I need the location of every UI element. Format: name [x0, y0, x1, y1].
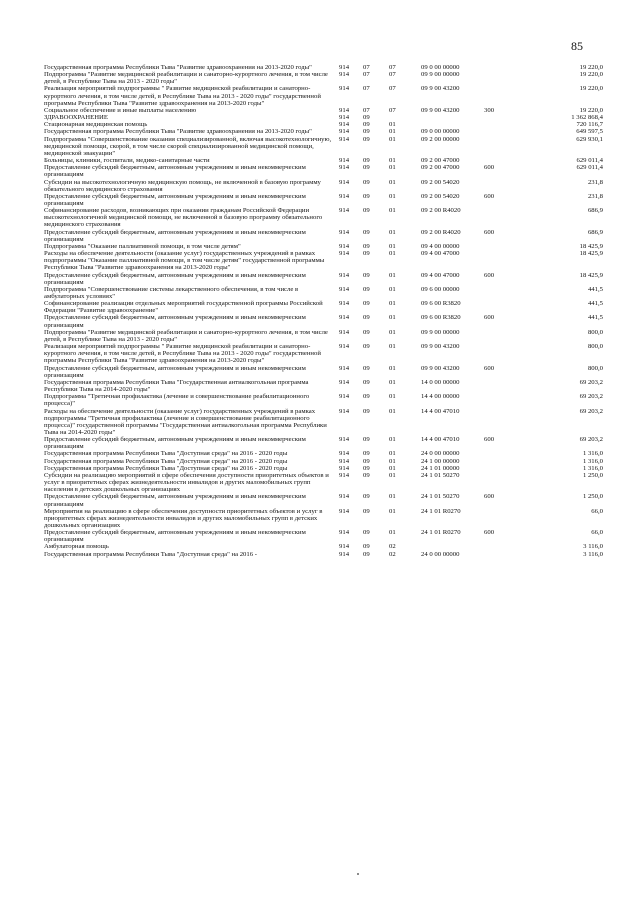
- ministry-code: 914: [339, 135, 350, 143]
- row-name: Больницы, клиники, госпитали, медико-санитарные части: [44, 157, 210, 165]
- section-code: 09: [363, 271, 370, 279]
- subsection-code: 01: [389, 471, 396, 479]
- ministry-code: 914: [339, 85, 350, 93]
- ministry-code: 914: [339, 471, 350, 479]
- expense-type-code: [484, 64, 526, 71]
- ministry-code: 914: [339, 450, 350, 458]
- subsection-code: 01: [389, 507, 396, 515]
- table-row: [44, 365, 603, 379]
- target-article-code: 09 2 00 00000: [421, 135, 460, 143]
- scan-speck: [357, 873, 359, 875]
- amount: 66,0: [591, 529, 603, 537]
- expense-type-code: [484, 300, 526, 314]
- amount: 629 011,4: [576, 164, 603, 172]
- target-article-code: 09 6 00 00000: [421, 285, 460, 293]
- amount: 1 316,0: [582, 450, 603, 458]
- section-code: 07: [363, 85, 370, 93]
- section-code: 09: [363, 242, 370, 250]
- target-article-code: 09 9 00 43200: [421, 343, 460, 351]
- row-name: Государственная программа Республики Тыва "Доступная среда" на 2016 - 2020 годы: [44, 450, 288, 458]
- amount: 69 203,2: [579, 436, 603, 444]
- row-name: Субсидии на высокотехнологичную медицинскую помощь, не включенной в базовую программу обязательного медицинского страхования: [44, 178, 321, 193]
- amount: 19 220,0: [579, 64, 603, 71]
- subsection-code: 01: [389, 121, 396, 129]
- target-article-code: 09 2 00 R4020: [421, 228, 461, 236]
- amount: 629 930,1: [576, 135, 603, 143]
- amount: 1 316,0: [582, 457, 603, 465]
- expense-type-code: 600: [484, 228, 495, 236]
- table-row: [44, 436, 603, 450]
- table-row: [44, 408, 603, 437]
- subsection-code: 07: [389, 85, 396, 93]
- section-code: 07: [363, 64, 370, 71]
- ministry-code: 914: [339, 343, 350, 351]
- target-article-code: 24 0 00 00000: [421, 550, 460, 558]
- row-name: Реализация мероприятий подпрограммы " Развитие медицинской реабилитации и санаторно-курортного лечения, в том числе детей, в Республике Тыва на 2013 - 2020 годы" государственной программы Республики Тыва "Развитие здравоохранения на 2013-2020 годы": [44, 85, 321, 107]
- amount: 800,0: [587, 328, 603, 336]
- subsection-code: [389, 114, 421, 121]
- subsection-code: 01: [389, 328, 396, 336]
- row-name: Государственная программа Республики Тыва "Государственная антиалкогольная программа Республики Тыва на 2014-2020 годы": [44, 378, 309, 394]
- expense-type-code: [484, 379, 526, 393]
- amount: 800,0: [587, 364, 603, 372]
- section-code: 09: [363, 457, 370, 465]
- table-row: [44, 379, 603, 393]
- row-name: Социальное обеспечение и иные выплаты населению: [44, 106, 197, 114]
- amount: 3 116,0: [583, 550, 603, 558]
- ministry-code: 914: [339, 207, 350, 215]
- expense-type-code: [484, 207, 526, 228]
- section-code: 09: [363, 364, 370, 372]
- table-row: [44, 465, 603, 472]
- subsection-code: 01: [389, 493, 396, 501]
- subsection-code: 01: [389, 271, 396, 279]
- row-name: Софинансирование реализации отдельных мероприятий государственной программы Российской Федерации "Развитие здравоохранение": [44, 300, 323, 315]
- target-article-code: 09 0 00 00000: [421, 128, 460, 136]
- section-code: 09: [363, 164, 370, 172]
- section-code: 09: [363, 507, 370, 515]
- amount: 441,5: [587, 300, 603, 308]
- table-row: [44, 71, 603, 85]
- section-code: 09: [363, 121, 370, 129]
- target-article-code: 09 9 00 43200: [421, 85, 460, 93]
- table-row: [44, 543, 603, 550]
- page-number: 85: [571, 39, 583, 53]
- table-row: [44, 207, 603, 228]
- subsection-code: 01: [389, 135, 396, 143]
- amount: 19 220,0: [579, 85, 603, 93]
- row-name: ЗДРАВООХРАНЕНИЕ: [44, 114, 108, 122]
- budget-table: [44, 64, 603, 558]
- target-article-code: 09 9 00 43200: [421, 106, 460, 114]
- expense-type-code: [484, 543, 526, 550]
- table-row: [44, 508, 603, 529]
- expense-type-code: [484, 408, 526, 437]
- section-code: 09: [363, 207, 370, 215]
- table-row: [44, 250, 603, 271]
- ministry-code: 914: [339, 529, 350, 537]
- expense-type-code: 300: [484, 106, 495, 114]
- expense-type-code: 600: [484, 493, 495, 501]
- table-row: [44, 193, 603, 207]
- expense-type-code: 600: [484, 436, 495, 444]
- section-code: 09: [363, 314, 370, 322]
- target-article-code: 24 1 01 00000: [421, 464, 460, 472]
- ministry-code: 914: [339, 250, 350, 258]
- target-article-code: 09 4 00 00000: [421, 242, 460, 250]
- section-code: 09: [363, 157, 370, 165]
- section-code: 09: [363, 378, 370, 386]
- section-code: 09: [363, 407, 370, 415]
- subsection-code: 01: [389, 450, 396, 458]
- target-article-code: 09 9 00 00000: [421, 328, 460, 336]
- ministry-code: 914: [339, 71, 350, 79]
- subsection-code: 01: [389, 250, 396, 258]
- ministry-code: 914: [339, 550, 350, 558]
- subsection-code: 01: [389, 178, 396, 186]
- ministry-code: 914: [339, 228, 350, 236]
- target-article-code: 14 0 00 00000: [421, 378, 460, 386]
- amount: 686,9: [587, 228, 603, 236]
- row-name: Подпрограмма "Совершенствование оказания специализированной, включая высокотехнологичную, медицинской помощи, скорой, в том числе скорой специализированной медицинской помощи, медицинской эвакуации": [44, 135, 332, 157]
- ministry-code: 914: [339, 314, 350, 322]
- table-row: [44, 300, 603, 314]
- amount: 18 425,9: [579, 250, 603, 258]
- row-name: Подпрограмма "Развитие медицинской реабилитации и санаторно-курортного лечения, в том числе детей, в Республике Тыва на 2013 - 2020 годы": [44, 328, 328, 343]
- target-article-code: 09 4 00 47000: [421, 271, 460, 279]
- row-name: Подпрограмма "Развитие медицинской реабилитации и санаторно-курортного лечения, в том числе детей, в Республике Тыва на 2013 - 2020 годы": [44, 71, 328, 86]
- amount: 231,8: [587, 192, 603, 200]
- subsection-code: 01: [389, 207, 396, 215]
- ministry-code: 914: [339, 436, 350, 444]
- row-name: Предоставление субсидий бюджетным, автономным учреждениям и иным некоммерческим организациям: [44, 192, 306, 207]
- target-article-code: 24 1 01 R0270: [421, 529, 461, 537]
- row-name: Подпрограмма "Оказание паллиативной помощи, в том числе детям": [44, 242, 241, 250]
- section-code: 07: [363, 71, 370, 79]
- target-article-code: 09 2 00 R4020: [421, 207, 461, 215]
- expense-type-code: 600: [484, 271, 495, 279]
- ministry-code: 914: [339, 192, 350, 200]
- ministry-code: 914: [339, 464, 350, 472]
- target-article-code: 09 6 00 R3820: [421, 314, 461, 322]
- amount: 1 250,0: [582, 471, 603, 479]
- amount: 1 362 868,4: [571, 114, 603, 122]
- section-code: 09: [363, 393, 370, 401]
- target-article-code: 09 6 00 R3820: [421, 300, 461, 308]
- ministry-code: 914: [339, 393, 350, 401]
- target-article-code: 24 1 00 00000: [421, 457, 460, 465]
- row-name: Государственная программа Республики Тыва "Развитие здравоохранения на 2013-2020 годы": [44, 128, 312, 136]
- section-code: 09: [363, 135, 370, 143]
- ministry-code: 914: [339, 285, 350, 293]
- target-article-code: 24 0 00 00000: [421, 450, 460, 458]
- expense-type-code: [484, 472, 526, 493]
- subsection-code: 01: [389, 393, 396, 401]
- table-row: [44, 107, 603, 114]
- section-code: 09: [363, 178, 370, 186]
- subsection-code: 01: [389, 343, 396, 351]
- section-code: 07: [363, 106, 370, 114]
- row-name: Предоставление субсидий бюджетным, автономным учреждениям и иным некоммерческим организациям: [44, 314, 306, 329]
- expense-type-code: 600: [484, 314, 495, 322]
- subsection-code: 01: [389, 457, 396, 465]
- target-article-code: [421, 543, 484, 550]
- ministry-code: 914: [339, 378, 350, 386]
- row-name: Государственная программа Республики Тыва "Доступная среда" на 2016 -: [44, 550, 257, 558]
- section-code: 09: [363, 436, 370, 444]
- section-code: 09: [363, 464, 370, 472]
- section-code: 09: [363, 529, 370, 537]
- expense-type-code: [484, 114, 526, 121]
- section-code: 09: [363, 550, 370, 558]
- ministry-code: 914: [339, 128, 350, 136]
- target-article-code: [421, 114, 484, 121]
- expense-type-code: [484, 136, 526, 157]
- expense-type-code: [484, 250, 526, 271]
- expense-type-code: [484, 121, 526, 128]
- target-article-code: 24 1 01 R0270: [421, 507, 461, 515]
- subsection-code: 07: [389, 106, 396, 114]
- amount: 720 116,7: [576, 121, 603, 129]
- subsection-code: 01: [389, 164, 396, 172]
- ministry-code: 914: [339, 328, 350, 336]
- table-row: [44, 472, 603, 493]
- subsection-code: 01: [389, 228, 396, 236]
- ministry-code: 914: [339, 242, 350, 250]
- amount: 18 425,9: [579, 271, 603, 279]
- expense-type-code: [484, 85, 526, 106]
- target-article-code: 14 4 00 47010: [421, 407, 460, 415]
- section-code: 09: [363, 543, 370, 551]
- ministry-code: 914: [339, 300, 350, 308]
- row-name: Подпрограмма "Третичная профилактика (лечение и совершенствование реабилитационного процесса)": [44, 393, 310, 408]
- expense-type-code: 600: [484, 164, 495, 172]
- row-name: Стационарная медицинская помощь: [44, 121, 148, 129]
- ministry-code: 914: [339, 407, 350, 415]
- section-code: 09: [363, 250, 370, 258]
- subsection-code: 01: [389, 157, 396, 165]
- table-row: [44, 179, 603, 193]
- row-name: Софинансирование расходов, возникающих при оказании гражданам Российской Федерации высокотехнологичной медицинской помощи, не включенной в базовую программу обязательного медицинского страхования: [44, 207, 323, 229]
- expense-type-code: 600: [484, 192, 495, 200]
- ministry-code: 914: [339, 106, 350, 114]
- row-name: Государственная программа Республики Тыва "Доступная среда" на 2016 - 2020 годы: [44, 457, 288, 465]
- target-article-code: [421, 121, 484, 128]
- row-name: Реализация мероприятий подпрограммы " Развитие медицинской реабилитации и санаторно-курортного лечения, в том числе детей, в Республике Тыва на 2013 - 2020 годы" государственной программы Республики Тыва "Развитие здравоохранения на 2013-2020 годы": [44, 343, 321, 365]
- amount: 800,0: [587, 343, 603, 351]
- subsection-code: 01: [389, 529, 396, 537]
- table-row: [44, 450, 603, 457]
- row-name: Предоставление субсидий бюджетным, автономным учреждениям и иным некоммерческим организациям: [44, 271, 306, 286]
- ministry-code: 914: [339, 121, 350, 129]
- subsection-code: 01: [389, 128, 396, 136]
- section-code: 09: [363, 471, 370, 479]
- expense-type-code: [484, 343, 526, 364]
- expense-type-code: [484, 450, 526, 457]
- row-name: Предоставление субсидий бюджетным, автономным учреждениям и иным некоммерческим организациям: [44, 228, 306, 243]
- table-row: [44, 314, 603, 328]
- row-name: Расходы на обеспечение деятельности (оказание услуг) государственных учреждений в рамках подпрограммы "Третичная профилактика (лечение и совершенствование реабилитационного процесса)" государственной программы "Государственная антиалкогольная программа Республики Тыва на 2014-2020 годы": [44, 407, 327, 436]
- section-code: 09: [363, 114, 370, 122]
- amount: 441,5: [587, 285, 603, 293]
- amount: 66,0: [591, 507, 603, 515]
- table-row: [44, 393, 603, 407]
- target-article-code: 09 9 00 00000: [421, 71, 460, 79]
- row-name: Расходы на обеспечение деятельности (оказание услуг) государственных учреждений в рамках подпрограммы "Оказание паллиативной помощи, в том числе детям" государственной программы Республики Тыва "Развитие здравоохранения на 2013-2020 годы": [44, 250, 325, 272]
- expense-type-code: [484, 458, 526, 465]
- subsection-code: 02: [389, 550, 396, 558]
- subsection-code: 01: [389, 192, 396, 200]
- ministry-code: 914: [339, 457, 350, 465]
- table-row: [44, 157, 603, 164]
- table-row: [44, 458, 603, 465]
- table-row: [44, 85, 603, 106]
- ministry-code: 914: [339, 114, 350, 122]
- row-name: Государственная программа Республики Тыва "Доступная среда" на 2016 - 2020 годы: [44, 464, 288, 472]
- table-row: [44, 529, 603, 543]
- amount: 441,5: [587, 314, 603, 322]
- ministry-code: 914: [339, 164, 350, 172]
- section-code: 09: [363, 328, 370, 336]
- subsection-code: 07: [389, 71, 396, 79]
- expense-type-code: [484, 465, 526, 472]
- target-article-code: 09 2 00 47000: [421, 164, 460, 172]
- table-row: [44, 114, 603, 121]
- row-name: Подпрограмма "Совершенствование системы лекарственного обеспечения, в том числе в амбулаторных условиях": [44, 285, 299, 300]
- ministry-code: 914: [339, 178, 350, 186]
- amount: 19 220,0: [579, 71, 603, 79]
- amount: 69 203,2: [579, 393, 603, 401]
- amount: 18 425,9: [579, 242, 603, 250]
- section-code: 09: [363, 128, 370, 136]
- table-row: [44, 551, 603, 558]
- expense-type-code: [484, 286, 526, 300]
- ministry-code: 914: [339, 157, 350, 165]
- table-row: [44, 286, 603, 300]
- expense-type-code: [484, 157, 526, 164]
- expense-type-code: [484, 508, 526, 529]
- subsection-code: 01: [389, 364, 396, 372]
- target-article-code: 09 0 00 00000: [421, 64, 460, 71]
- section-code: 09: [363, 228, 370, 236]
- subsection-code: 01: [389, 407, 396, 415]
- table-row: [44, 229, 603, 243]
- section-code: 09: [363, 493, 370, 501]
- subsection-code: 02: [389, 543, 396, 551]
- row-name: Предоставление субсидий бюджетным, автономным учреждениям и иным некоммерческим организациям: [44, 436, 306, 451]
- subsection-code: 01: [389, 285, 396, 293]
- table-row: [44, 164, 603, 178]
- expense-type-code: [484, 71, 526, 85]
- amount: 1 250,0: [582, 493, 603, 501]
- target-article-code: 09 2 00 47000: [421, 157, 460, 165]
- amount: 231,8: [587, 178, 603, 186]
- amount: 649 597,5: [576, 128, 603, 136]
- table-row: [44, 272, 603, 286]
- target-article-code: 09 9 00 43200: [421, 364, 460, 372]
- ministry-code: 914: [339, 64, 350, 71]
- ministry-code: 914: [339, 271, 350, 279]
- target-article-code: 14 4 00 00000: [421, 393, 460, 401]
- budget-table-body: [44, 64, 603, 558]
- row-name: Предоставление субсидий бюджетным, автономным учреждениям и иным некоммерческим организациям: [44, 364, 306, 379]
- row-name: Мероприятия на реализацию в сфере обеспечения доступности приоритетных объектов и услуг в приоритетных сферах жизнедеятельности инвалидов и других маломобильных групп в детских дошкольных организациях: [44, 507, 323, 529]
- row-name: Государственная программа Республики Тыва "Развитие здравоохранения на 2013-2020 годы": [44, 64, 312, 71]
- subsection-code: 01: [389, 378, 396, 386]
- section-code: 09: [363, 285, 370, 293]
- table-row: [44, 243, 603, 250]
- amount: 69 203,2: [579, 407, 603, 415]
- expense-type-code: [484, 179, 526, 193]
- section-code: 09: [363, 450, 370, 458]
- amount: 3 116,0: [583, 543, 603, 551]
- amount: 1 316,0: [582, 464, 603, 472]
- expense-type-code: [484, 551, 526, 558]
- target-article-code: 24 1 01 50270: [421, 493, 460, 501]
- subsection-code: 01: [389, 464, 396, 472]
- subsection-code: 01: [389, 436, 396, 444]
- table-row: [44, 121, 603, 128]
- row-name: Предоставление субсидий бюджетным, автономным учреждениям и иным некоммерческим организациям: [44, 164, 306, 179]
- subsection-code: 01: [389, 314, 396, 322]
- section-code: 09: [363, 343, 370, 351]
- target-article-code: 09 4 00 47000: [421, 250, 460, 258]
- target-article-code: 14 4 00 47010: [421, 436, 460, 444]
- subsection-code: 01: [389, 300, 396, 308]
- table-row: [44, 343, 603, 364]
- section-code: 09: [363, 192, 370, 200]
- section-code: 09: [363, 300, 370, 308]
- ministry-code: 914: [339, 543, 350, 551]
- expense-type-code: [484, 393, 526, 407]
- table-row: [44, 136, 603, 157]
- subsection-code: 01: [389, 242, 396, 250]
- amount: 629 011,4: [576, 157, 603, 165]
- amount: 69 203,2: [579, 378, 603, 386]
- table-row: [44, 64, 603, 71]
- table-row: [44, 329, 603, 343]
- ministry-code: 914: [339, 507, 350, 515]
- target-article-code: 24 1 01 50270: [421, 471, 460, 479]
- table-row: [44, 128, 603, 135]
- expense-type-code: 600: [484, 364, 495, 372]
- row-name: Субсидии на реализацию мероприятий в сфере обеспечения доступности приоритетных объектов и услуг в приоритетных сферах жизнедеятельности инвалидов и других маломобильных групп населения в детских дошкольных организациях: [44, 471, 329, 494]
- expense-type-code: [484, 329, 526, 343]
- table-row: [44, 493, 603, 507]
- row-name: Предоставление субсидий бюджетным, автономным учреждениям и иным некоммерческим организациям: [44, 493, 306, 508]
- target-article-code: 09 2 00 54020: [421, 178, 460, 186]
- target-article-code: 09 2 00 54020: [421, 192, 460, 200]
- amount: 19 220,0: [579, 106, 603, 114]
- subsection-code: 07: [389, 64, 396, 71]
- ministry-code: 914: [339, 493, 350, 501]
- ministry-code: 914: [339, 364, 350, 372]
- row-name: Амбулаторная помощь: [44, 543, 109, 551]
- expense-type-code: 600: [484, 529, 495, 537]
- row-name: Предоставление субсидий бюджетным, автономным учреждениям и иным некоммерческим организациям: [44, 529, 306, 544]
- amount: 686,9: [587, 207, 603, 215]
- expense-type-code: [484, 128, 526, 135]
- expense-type-code: [484, 243, 526, 250]
